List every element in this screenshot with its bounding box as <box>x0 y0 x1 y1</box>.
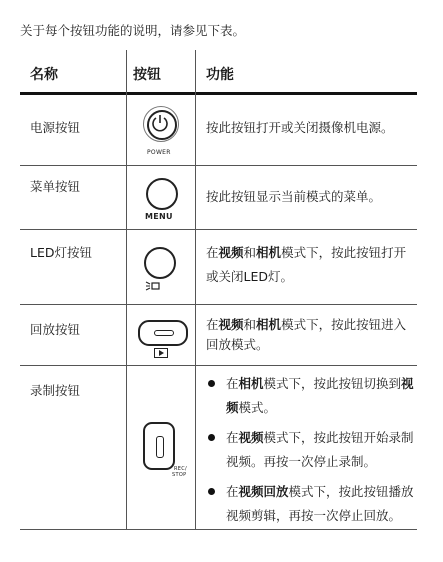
menu-button-figure <box>127 166 197 229</box>
button-table <box>20 50 417 92</box>
stop-label: STOP <box>172 472 187 478</box>
table-row <box>20 366 417 529</box>
column-divider <box>126 50 127 530</box>
playback-button-figure <box>127 305 197 365</box>
power-icon <box>147 110 177 140</box>
row-function: 按此按钮显示当前模式的菜单。 <box>206 189 382 204</box>
menu-label: MENU <box>145 212 173 221</box>
list-item: 在相机模式下，按此按钮切换到视频模式。 <box>206 372 418 420</box>
intro-text: 关于每个按钮功能的说明，请参见下表。 <box>20 23 246 38</box>
power-button-figure <box>127 95 197 165</box>
column-divider <box>195 50 196 530</box>
led-button-icon <box>144 247 176 279</box>
row-function: 在视频和相机模式下，按此按钮打开或关闭LED灯。 <box>206 245 407 284</box>
record-button-figure <box>127 366 197 529</box>
table-row <box>20 166 417 229</box>
header-name: 名称 <box>30 67 58 83</box>
power-label: POWER <box>147 149 171 156</box>
row-name: 回放按钮 <box>30 322 81 337</box>
row-function: 按此按钮打开或关闭摄像机电源。 <box>206 120 394 135</box>
row-name: LED灯按钮 <box>30 245 92 260</box>
menu-icon <box>146 178 178 210</box>
row-name: 菜单按钮 <box>30 179 81 194</box>
rec-label: REC/ <box>174 466 188 472</box>
record-button-icon <box>143 422 175 470</box>
table-header <box>20 50 417 92</box>
led-button-figure <box>127 230 197 304</box>
list-item: 在视频模式下，按此按钮开始录制视频。再按一次停止录制。 <box>206 426 418 474</box>
table-row <box>20 230 417 304</box>
row-name: 电源按钮 <box>30 120 81 135</box>
play-icon <box>154 348 168 358</box>
playback-button-icon <box>138 320 188 346</box>
header-function: 功能 <box>206 67 234 83</box>
header-button: 按钮 <box>133 67 161 83</box>
list-item: 在视频回放模式下，按此按钮播放视频剪辑，再按一次停止回放。 <box>206 480 418 528</box>
row-function: 在视频和相机模式下，按此按钮进入回放模式。 <box>206 317 407 352</box>
table-row <box>20 95 417 165</box>
table-row <box>20 305 417 365</box>
record-function-list <box>206 372 418 534</box>
row-name: 录制按钮 <box>30 383 81 398</box>
led-light-icon <box>145 280 161 292</box>
